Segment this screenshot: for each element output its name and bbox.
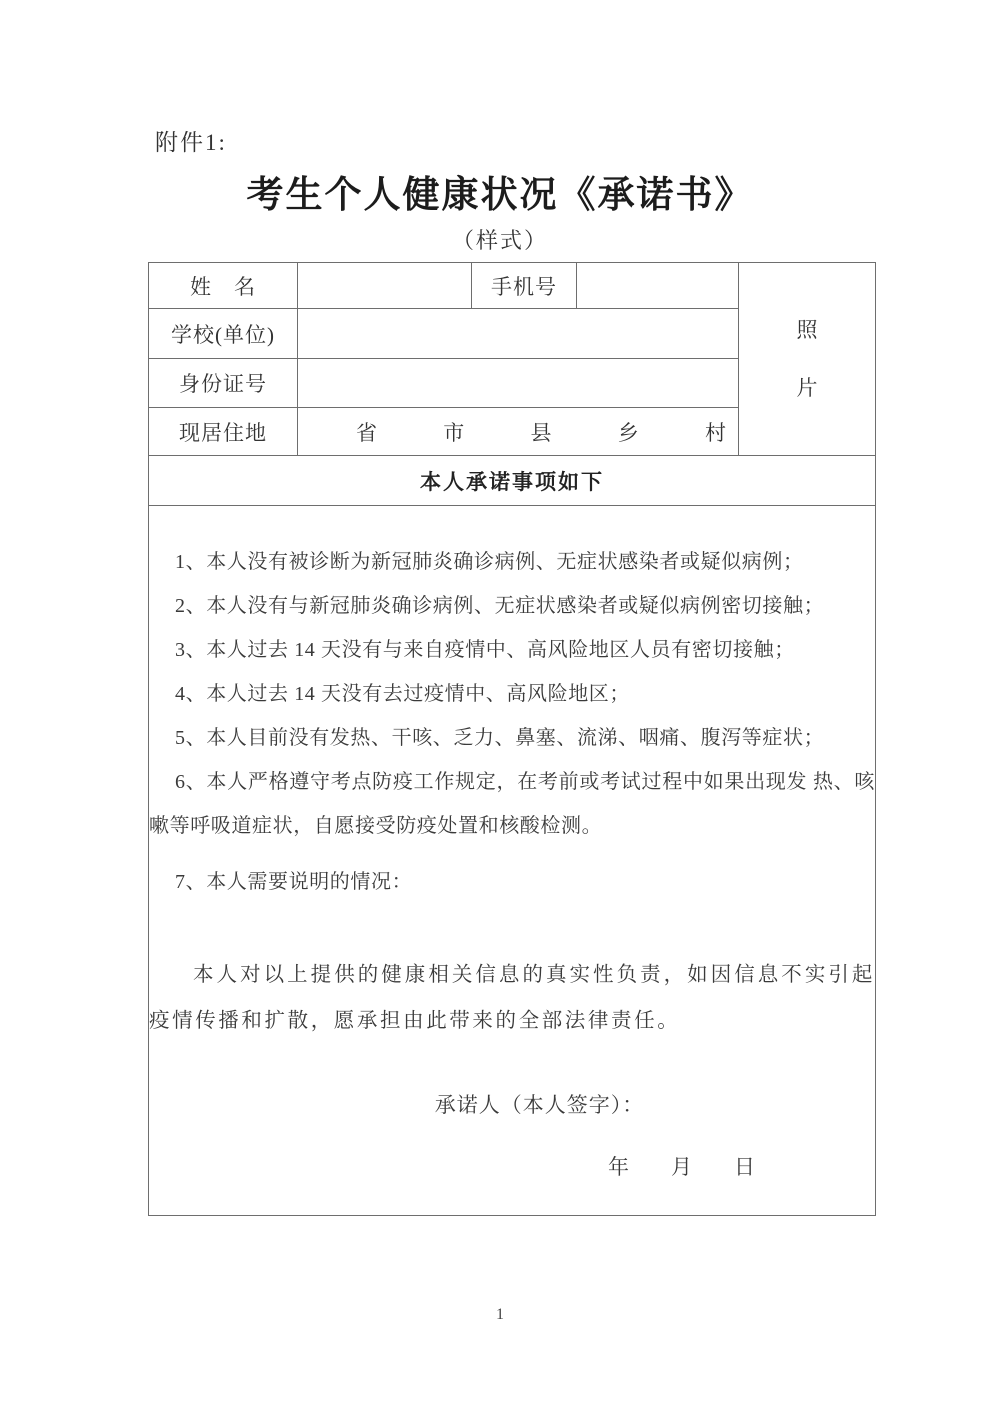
photo-label: 照片 — [796, 318, 818, 400]
row-promise-header — [149, 456, 876, 506]
health-form-table — [148, 262, 876, 1216]
residence-units — [298, 417, 738, 447]
row-name-phone — [149, 263, 876, 309]
name-label: 姓 名 — [149, 263, 298, 309]
school-label: 学校(单位) — [149, 309, 298, 359]
id-number-label: 身份证号 — [149, 359, 298, 408]
id-number-value-cell — [298, 359, 739, 408]
promise-item-7: 7、本人需要说明的情况： — [175, 871, 413, 893]
school-value-cell — [298, 309, 739, 359]
name-value-cell — [298, 263, 472, 309]
date-label: 年 月 日 — [608, 1155, 755, 1179]
phone-value-cell — [577, 263, 739, 309]
page-number: 1 — [496, 1306, 504, 1323]
residence-value-cell — [298, 408, 739, 456]
residence-label: 现居住地 — [149, 408, 298, 456]
promise-item-4: 4、本人过去 14 天没有去过疫情中、高风险地区； — [175, 683, 630, 705]
page-title: 考生个人健康状况《承诺书》 — [246, 174, 754, 215]
page-subtitle: （样式） — [451, 228, 548, 253]
residence-unit-township: 乡 — [617, 420, 639, 445]
declaration-text: 本人对以上提供的健康相关信息的真实性负责，如因信息不实引起疫情传播和扩散，愿承担由此带来的全部法律责任。 — [149, 964, 875, 1032]
promise-item-5: 5、本人目前没有发热、干咳、乏力、鼻塞、流涕、咽痛、腹泻等症状； — [175, 727, 825, 749]
promise-item-6: 6、本人严格遵守考点防疫工作规定，在考前或考试过程中如果出现发 热、咳嗽等呼吸道症状，自愿接受防疫处置和核酸检测。 — [149, 771, 875, 837]
residence-unit-city: 市 — [443, 420, 465, 445]
phone-label: 手机号 — [472, 263, 577, 309]
promise-content-cell — [149, 506, 876, 1216]
photo-cell — [739, 263, 876, 456]
residence-unit-county: 县 — [530, 420, 552, 445]
attachment-label: 附件1: — [155, 130, 227, 155]
promise-item-1: 1、本人没有被诊断为新冠肺炎确诊病例、无症状感染者或疑似病例； — [175, 551, 804, 573]
promise-header: 本人承诺事项如下 — [149, 456, 876, 506]
promise-item-3: 3、本人过去 14 天没有与来自疫情中、高风险地区人员有密切接触； — [175, 639, 795, 661]
row-promise-content — [149, 506, 876, 1216]
residence-unit-province: 省 — [356, 420, 377, 445]
signature-label: 承诺人（本人签字）： — [434, 1093, 645, 1117]
promise-item-2: 2、本人没有与新冠肺炎确诊病例、无症状感染者或疑似病例密切接触； — [175, 595, 825, 617]
residence-unit-village: 村 — [705, 420, 726, 445]
